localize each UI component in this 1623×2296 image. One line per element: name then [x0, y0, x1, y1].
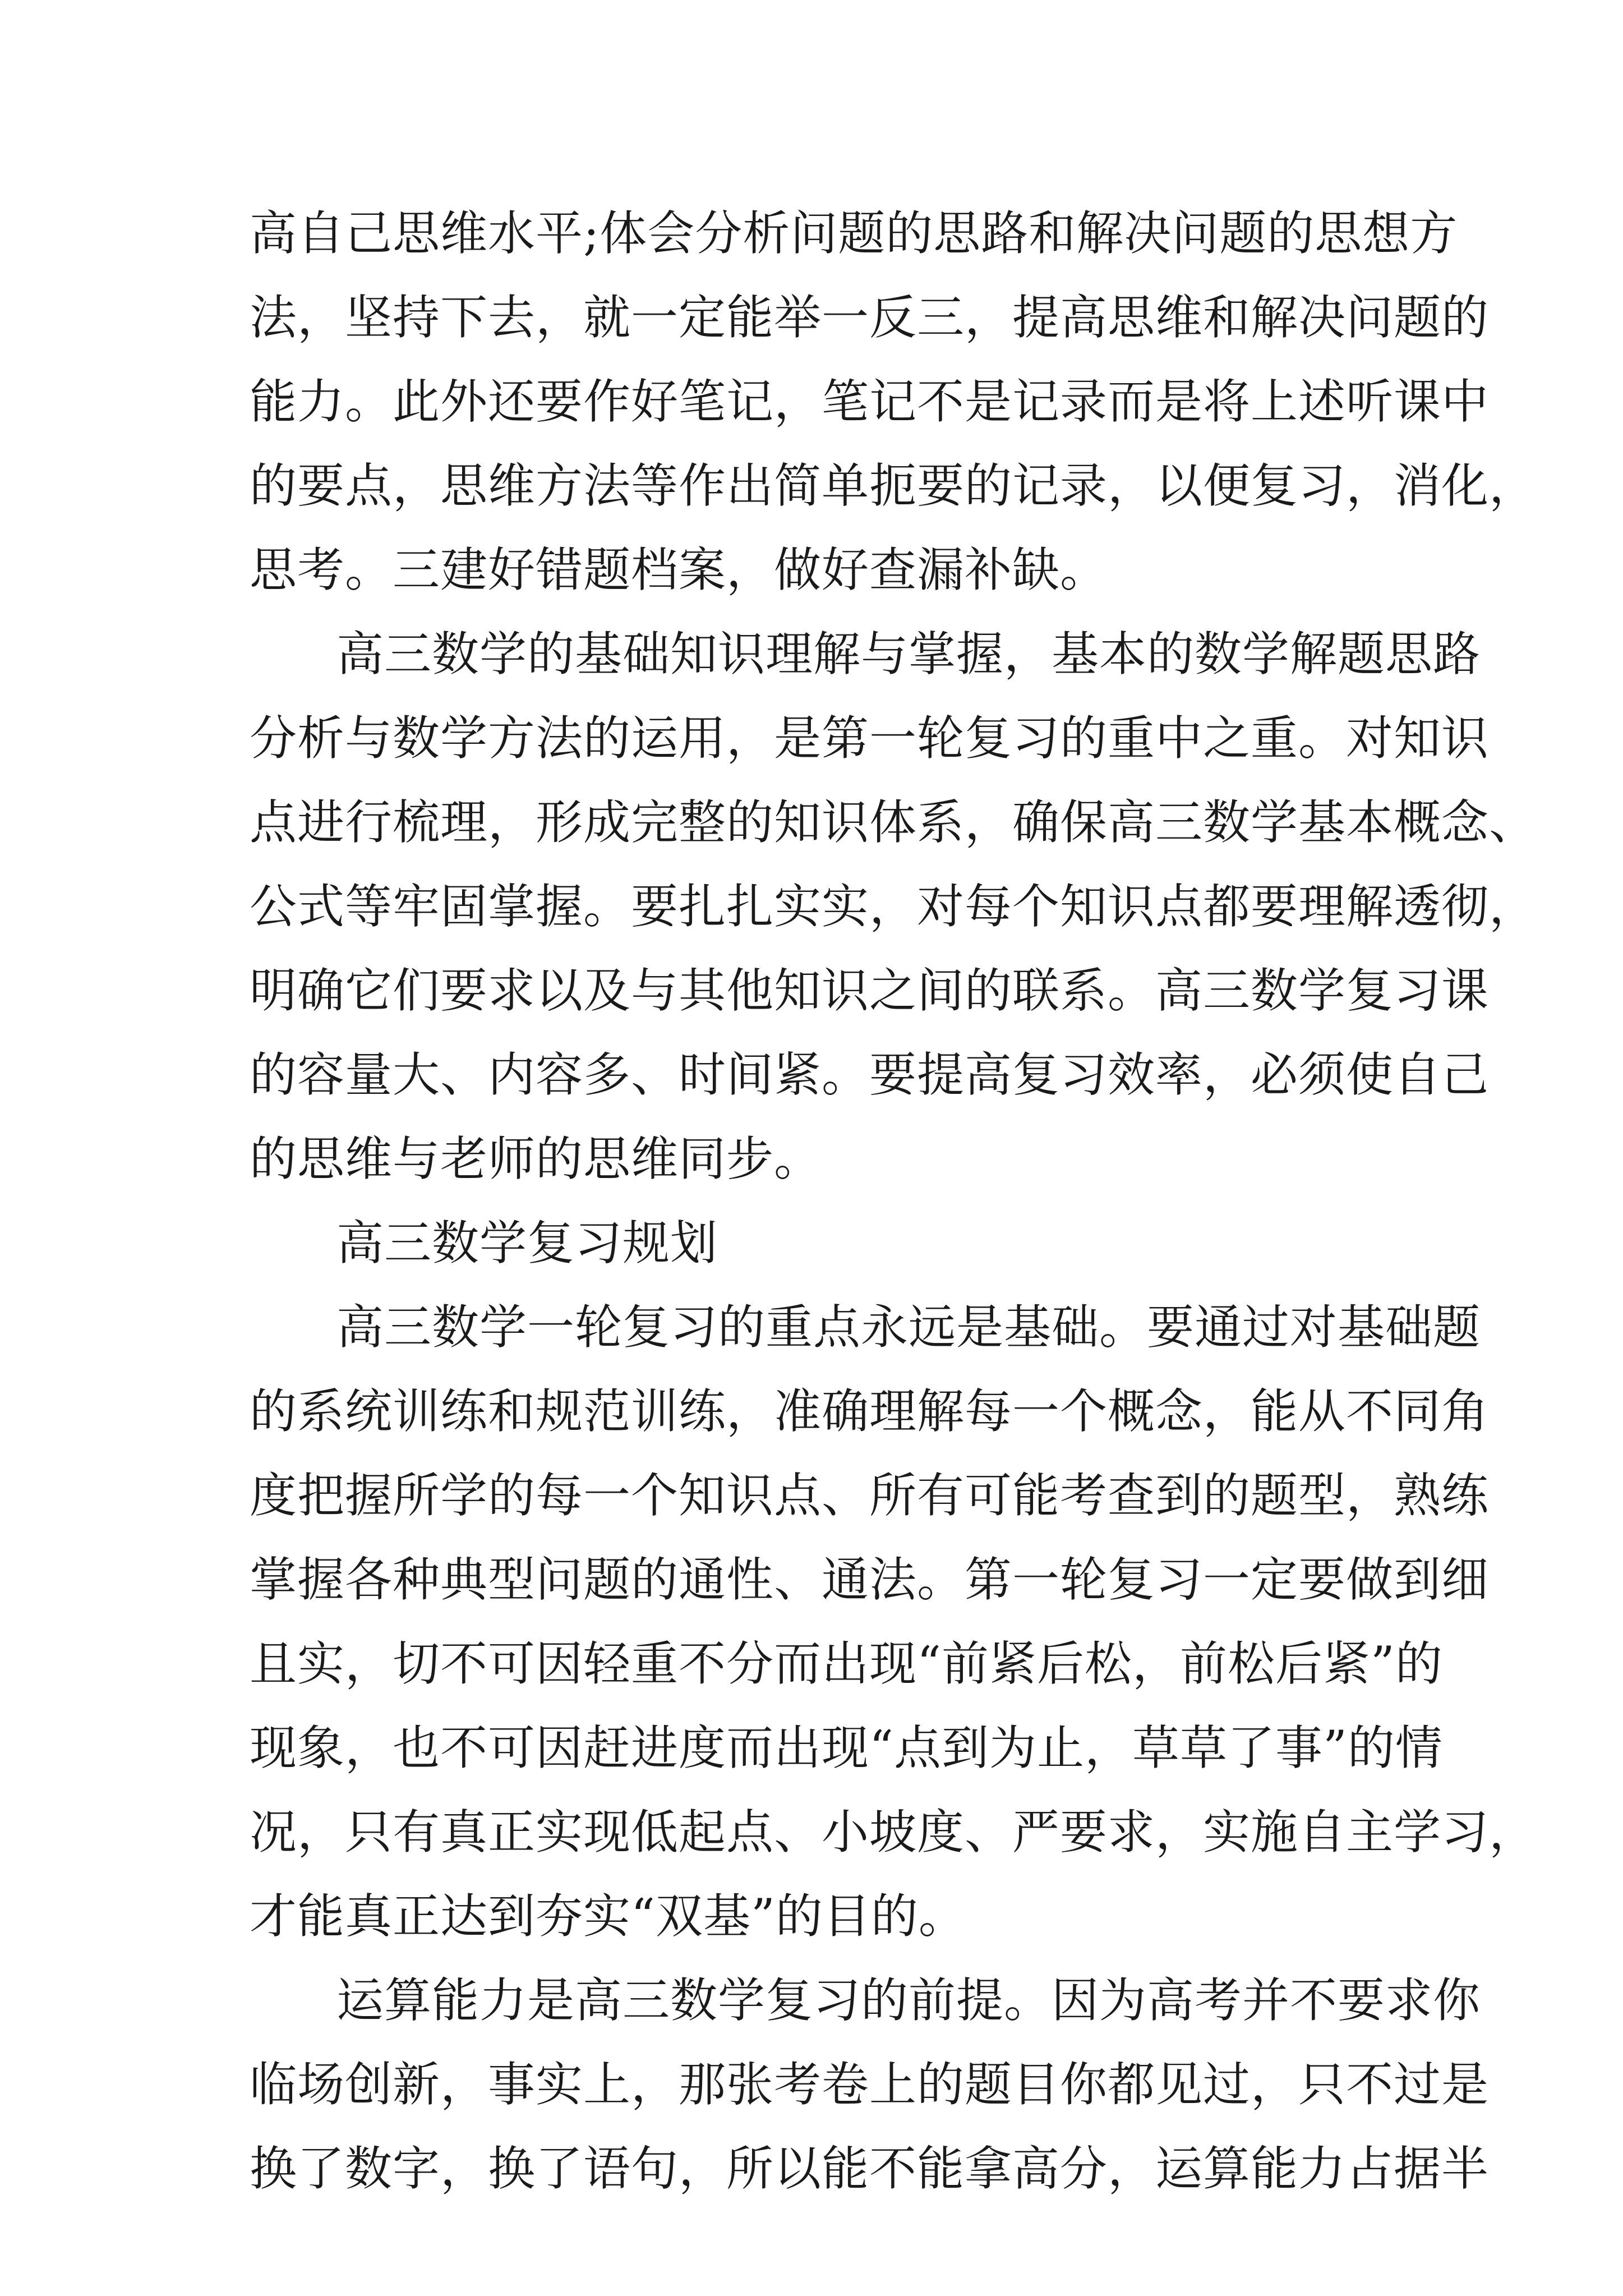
- section-heading: 高三数学复习规划: [336, 1216, 718, 1271]
- text-line: 的思维与老师的思维同步。: [250, 1131, 822, 1186]
- paragraph-start-line: 运算能力是高三数学复习的前提。因为高考并不要求你: [336, 1973, 1481, 2028]
- text-line: 高自己思维水平;体会分析问题的思路和解决问题的思想方: [250, 206, 1458, 261]
- text-line: 临场创新，事实上，那张考卷上的题目你都见过，只不过是: [250, 2057, 1490, 2112]
- text-line: 思考。三建好错题档案，做好查漏补缺。: [250, 542, 1108, 597]
- text-line: 明确它们要求以及与其他知识之间的联系。高三数学复习课: [250, 963, 1490, 1018]
- text-line: 能力。此外还要作好笔记，笔记不是记录而是将上述听课中: [250, 374, 1490, 429]
- paragraph-start-line: 高三数学一轮复习的重点永远是基础。要通过对基础题: [336, 1300, 1481, 1355]
- text-line: 法，坚持下去，就一定能举一反三，提高思维和解决问题的: [250, 290, 1490, 345]
- text-line: 且实，切不可因轻重不分而出现“前紧后松，前松后紧”的: [250, 1636, 1443, 1691]
- text-line: 分析与数学方法的运用，是第一轮复习的重中之重。对知识: [250, 711, 1490, 766]
- text-line: 换了数字，换了语句，所以能不能拿高分，运算能力占据半: [250, 2141, 1490, 2196]
- text-line: 点进行梳理，形成完整的知识体系，确保高三数学基本概念、: [250, 795, 1537, 850]
- paragraph-start-line: 高三数学的基础知识理解与掌握，基本的数学解题思路: [336, 627, 1481, 682]
- text-line: 度把握所学的每一个知识点、所有可能考查到的题型，熟练: [250, 1468, 1490, 1523]
- text-line: 掌握各种典型问题的通性、通法。第一轮复习一定要做到细: [250, 1552, 1490, 1607]
- text-line: 的容量大、内容多、时间紧。要提高复习效率，必须使自己: [250, 1047, 1490, 1102]
- text-line: 的系统训练和规范训练，准确理解每一个概念，能从不同角: [250, 1384, 1490, 1439]
- text-line: 才能真正达到夯实“双基”的目的。: [250, 1889, 966, 1944]
- text-line: 公式等牢固掌握。要扎扎实实，对每个知识点都要理解透彻，: [250, 879, 1537, 934]
- text-line: 现象，也不可因赶进度而出现“点到为止，草草了事”的情: [250, 1720, 1443, 1775]
- text-line: 的要点，思维方法等作出简单扼要的记录，以便复习，消化，: [250, 458, 1537, 513]
- text-line: 况，只有真正实现低起点、小坡度、严要求，实施自主学习，: [250, 1805, 1537, 1860]
